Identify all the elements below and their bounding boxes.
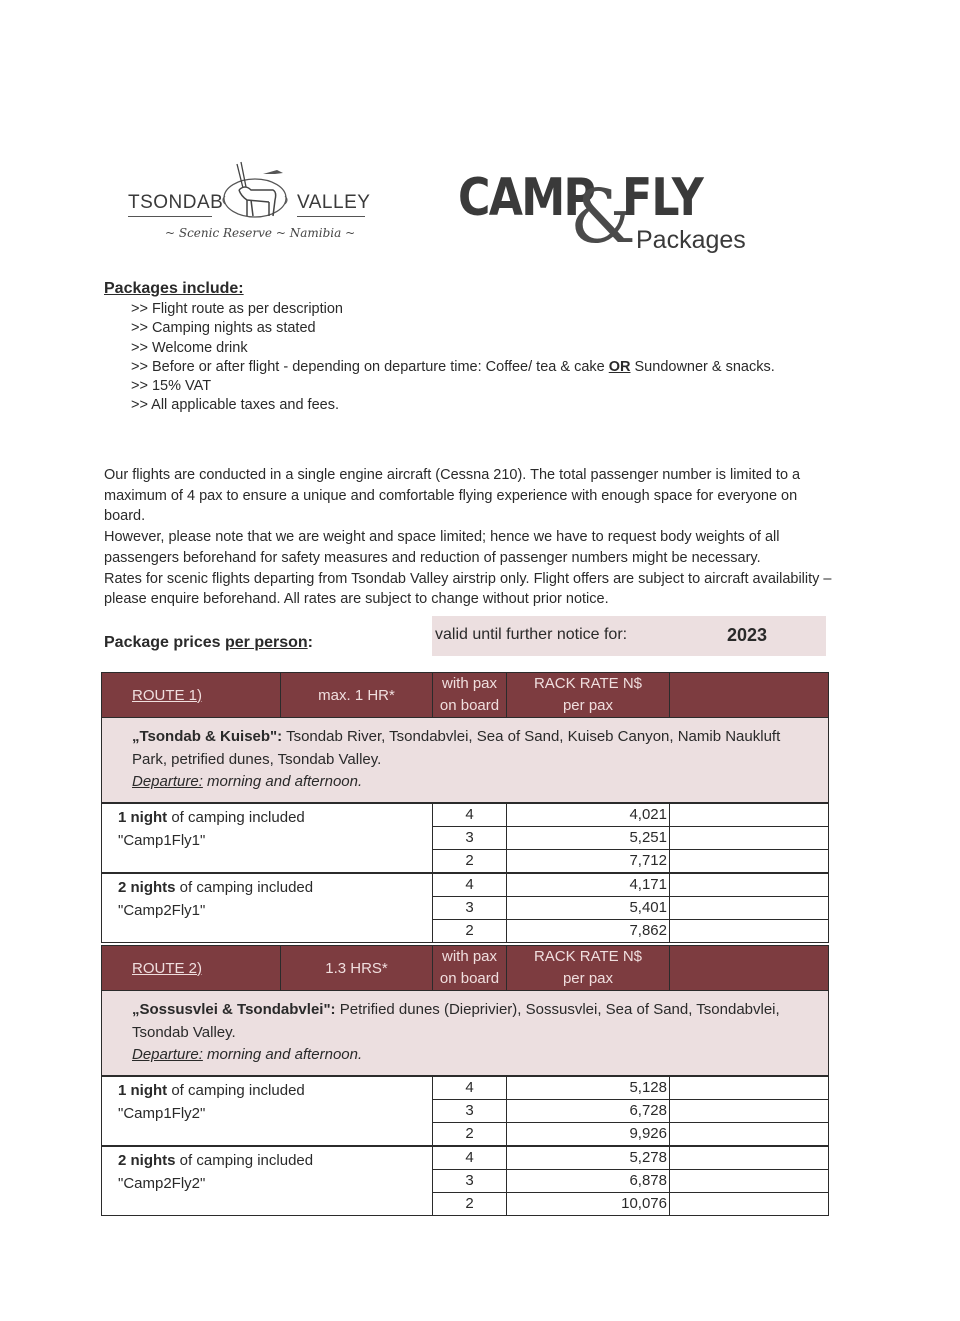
price-row [102,1146,829,1170]
pax-count: 2 [433,1122,507,1146]
pax-count: 4 [433,1076,507,1100]
route-description-row [102,991,829,1076]
rack-rate: 7,862 [507,919,670,942]
blank-cell [670,1122,829,1146]
with-pax-header: with pax on board [433,946,507,991]
title-ampersand: & [570,174,636,260]
header-blank [670,946,829,991]
pax-count: 2 [433,919,507,942]
includes-item: >> All applicable taxes and fees. [131,397,339,414]
route-duration: max. 1 HR* [281,673,433,718]
price-row [102,803,829,827]
rack-rate: 4,021 [507,803,670,827]
package-code: "Camp2Fly2" [118,1174,206,1192]
title-camp: CAMP [458,168,595,228]
includes-item: >> Before or after flight - depending on departure time: Coffee/ tea & cake OR Sundowner & snacks. [131,358,775,375]
info-line: However, please note that we are weight and space limited; hence we have to request body weights of all passengers beforehand for safety measures and reduction of passenger numbers might be necessary. [104,529,780,566]
title-fly: FLY [622,168,703,228]
price-row [102,1076,829,1100]
includes-list [131,300,775,416]
blank-cell [670,1169,829,1192]
logo-subtitle: ~ Scenic Reserve ~ Namibia ~ [165,226,356,240]
pax-count: 3 [433,1169,507,1192]
rack-rate: 6,878 [507,1169,670,1192]
rack-rate: 6,728 [507,1099,670,1122]
info-line: Rates for scenic flights departing from Tsondab Valley airstrip only. Flight offers are subject to aircraft availability – please enquire beforehand. All rates are subject to change without prior notice. [104,570,832,608]
rack-rate: 9,926 [507,1122,670,1146]
pax-count: 4 [433,803,507,827]
rack-rate: 5,401 [507,896,670,919]
package-code: "Camp1Fly2" [118,1104,206,1122]
pax-count: 3 [433,896,507,919]
includes-item: >> Flight route as per description [131,301,343,317]
pax-count: 3 [433,1099,507,1122]
valid-year: 2023 [727,625,768,645]
price-label: Package prices per person: [104,634,313,651]
with-pax-header: with pax on board [433,673,507,718]
rack-rate: 5,128 [507,1076,670,1100]
includes-heading: Packages include: [104,280,244,297]
package-label: 2 nights of camping included "Camp2Fly2" [102,1146,433,1216]
blank-cell [670,1146,829,1170]
pax-count: 2 [433,849,507,873]
includes-item: >> 15% VAT [131,378,212,395]
departure-label: Departure: [132,1046,203,1064]
rack-rate-header: RACK RATE N$ per pax [507,673,670,718]
header-blank [670,673,829,718]
route-description-row [102,718,829,803]
package-code: "Camp1Fly1" [118,831,206,849]
title-packages: Packages [636,226,746,254]
blank-cell [670,826,829,849]
blank-cell [670,1099,829,1122]
blank-cell [670,849,829,873]
logo-left-word: TSONDAB [128,192,224,213]
route-table [101,945,829,1216]
rack-rate: 5,251 [507,826,670,849]
route-description: „Tsondab & Kuiseb": Tsondab River, Tsondabvlei, Sea of Sand, Kuiseb Canyon, Namib Naukluft Park, petrified dunes, Tsondab Valley. Departure: morning and afternoon. [102,718,829,803]
route-header-row [102,673,829,718]
rack-rate: 4,171 [507,873,670,897]
logo-right-word: VALLEY [297,192,371,213]
info-paragraph [104,465,834,610]
route-table [101,672,829,943]
blank-cell [670,1192,829,1215]
oryx-antelope-icon [217,160,293,227]
valid-text: valid until further notice for: [435,626,628,643]
package-label: 1 night of camping included "Camp1Fly1" [102,803,433,873]
package-code: "Camp2Fly1" [118,901,206,919]
info-line: Our flights are conducted in a single engine aircraft (Cessna 210). The total passenger number is limited to a maximum of 4 pax to ensure a unique and comfortable flying experience with enough space for everyone on board. [104,467,801,525]
package-label: 1 night of camping included "Camp1Fly2" [102,1076,433,1146]
pax-count: 3 [433,826,507,849]
route-name: ROUTE 2) [102,946,281,991]
includes-item: >> Welcome drink [131,339,248,356]
pax-count: 4 [433,873,507,897]
rack-rate: 10,076 [507,1192,670,1215]
route-name: ROUTE 1) [102,673,281,718]
package-label: 2 nights of camping included "Camp2Fly1" [102,873,433,943]
blank-cell [670,803,829,827]
blank-cell [670,896,829,919]
rack-rate-header: RACK RATE N$ per pax [507,946,670,991]
route-description: „Sossusvlei & Tsondabvlei": Petrified dunes (Dieprivier), Sossusvlei, Sea of Sand, Tsondabvlei, Tsondab Valley. Departure: morning and afternoon. [102,991,829,1076]
pax-count: 2 [433,1192,507,1215]
route-duration: 1.3 HRS* [281,946,433,991]
logo-underline-left [128,216,212,217]
or-word: OR [608,358,631,375]
price-row [102,873,829,897]
logo-underline-right [297,216,365,217]
blank-cell [670,873,829,897]
includes-item: >> Camping nights as stated [131,320,316,337]
blank-cell [670,919,829,942]
departure-label: Departure: [132,773,203,791]
route-header-row [102,946,829,991]
rack-rate: 5,278 [507,1146,670,1170]
pax-count: 4 [433,1146,507,1170]
blank-cell [670,1076,829,1100]
rack-rate: 7,712 [507,849,670,873]
